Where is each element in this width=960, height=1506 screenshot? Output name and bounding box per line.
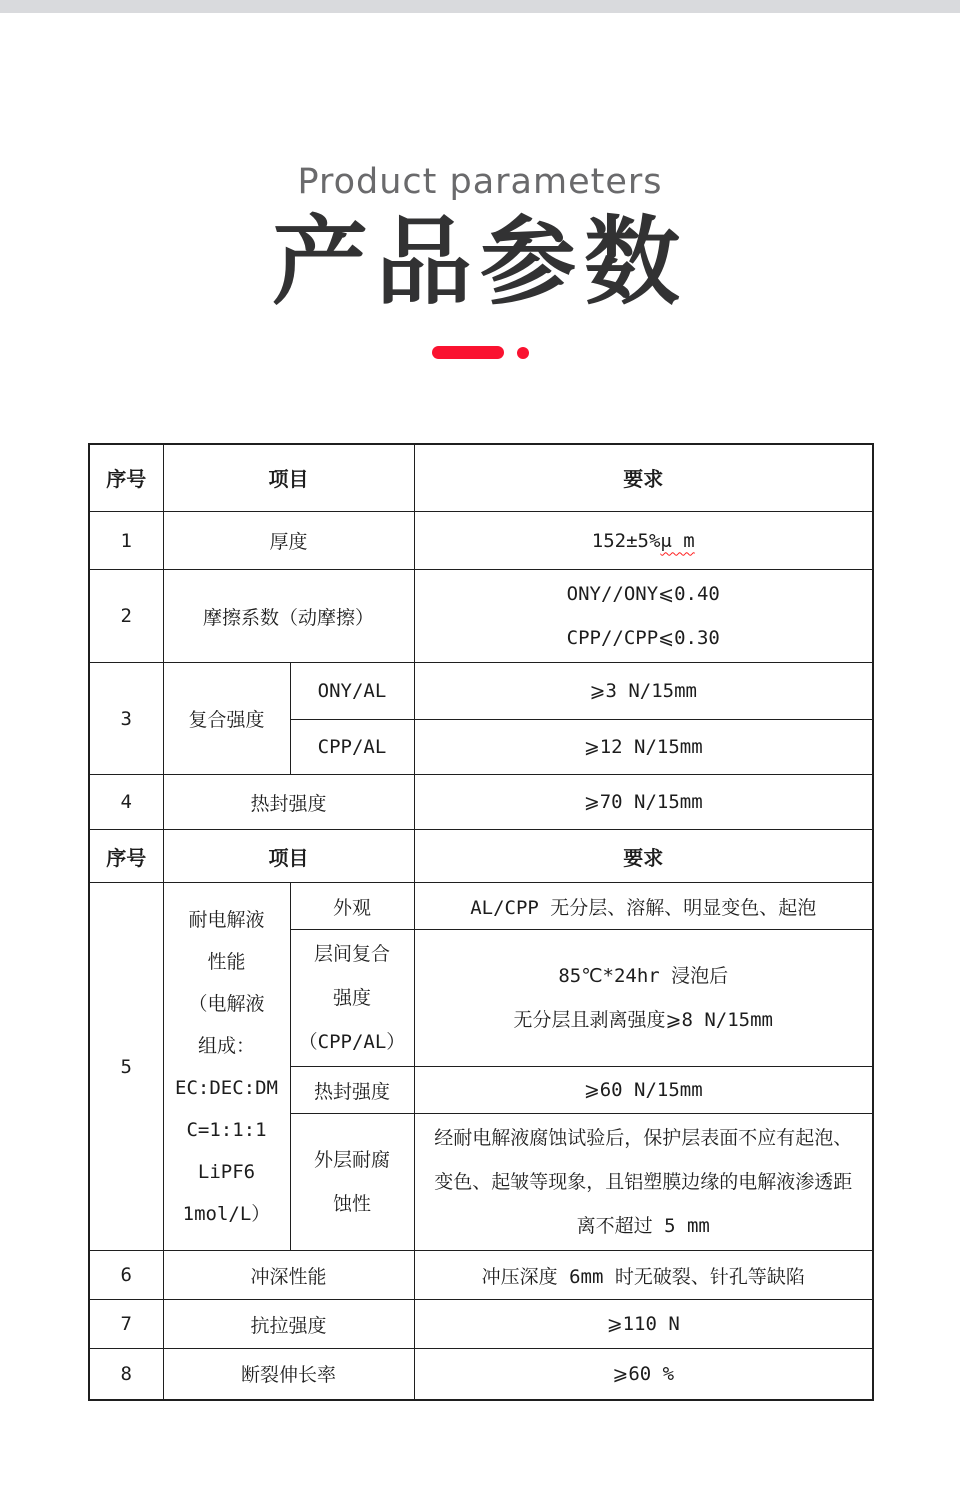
header2-item: 项目 [163, 830, 414, 883]
spec-table [88, 443, 874, 1401]
friction-req-line-1: ONY//ONY⩽0.40 [566, 583, 720, 605]
interlayer-sub-line: 强度 [332, 987, 371, 1009]
cell-item-laminate: 复合强度 [163, 663, 290, 775]
section-header [0, 163, 960, 360]
table-row-elongation [89, 1349, 873, 1400]
table-row-heatseal [89, 775, 873, 830]
table-row-draw-depth [89, 1251, 873, 1300]
header2-no: 序号 [89, 830, 163, 883]
section-title-zh: 产品参数 [272, 205, 688, 318]
cell-item-friction: 摩擦系数（动摩擦） [163, 570, 414, 663]
table-header-row-1 [89, 444, 873, 512]
cell-item-elongation: 断裂伸长率 [163, 1349, 414, 1400]
table-row-tensile [89, 1300, 873, 1349]
corrosion-req-line: 变色、起皱等现象，且铝塑膜边缘的电解液渗透距 [434, 1171, 853, 1193]
cell-item-electrolyte [163, 883, 290, 1251]
cell-no-5: 5 [89, 883, 163, 1251]
table-row-laminate-ony [89, 663, 873, 720]
title-divider [0, 346, 960, 360]
cell-req-heatseal-2: ⩾60 N/15mm [414, 1067, 873, 1114]
header-no: 序号 [89, 444, 163, 512]
cell-req-tensile: ⩾110 N [414, 1300, 873, 1349]
table-row-friction [89, 570, 873, 663]
electrolyte-item-line: C=1:1:1 [186, 1118, 267, 1141]
header-req: 要求 [414, 444, 873, 512]
friction-req-line-2: CPP//CPP⩽0.30 [566, 627, 720, 649]
cell-no-4: 4 [89, 775, 163, 830]
interlayer-req-line-1: 85℃*24hr 浸泡后 [558, 965, 729, 987]
cell-no-8: 8 [89, 1349, 163, 1400]
cell-req-corrosion [414, 1114, 873, 1251]
table-row-electrolyte-appearance [89, 883, 873, 930]
header-item: 项目 [163, 444, 414, 512]
cell-sub-ony-al: ONY/AL [290, 663, 414, 720]
cell-req-thickness [414, 512, 873, 570]
electrolyte-item-line: 性能 [207, 950, 246, 973]
interlayer-sub-line: （CPP/AL） [298, 1031, 406, 1053]
electrolyte-item-line: 1mol/L） [182, 1202, 271, 1225]
electrolyte-item-line: （电解液 [188, 992, 265, 1015]
cell-item-tensile: 抗拉强度 [163, 1300, 414, 1349]
top-bar [0, 0, 960, 13]
cell-no-1: 1 [89, 512, 163, 570]
cell-req-appearance: AL/CPP 无分层、溶解、明显变色、起泡 [414, 883, 873, 930]
cell-no-3: 3 [89, 663, 163, 775]
table-row-thickness [89, 512, 873, 570]
section-subtitle-en: Product parameters [297, 162, 663, 202]
cell-req-heatseal: ⩾70 N/15mm [414, 775, 873, 830]
divider-dot-shape [517, 347, 529, 359]
cell-req-friction [414, 570, 873, 663]
cell-item-thickness: 厚度 [163, 512, 414, 570]
cell-no-2: 2 [89, 570, 163, 663]
cell-item-draw-depth: 冲深性能 [163, 1251, 414, 1300]
corrosion-req-line: 经耐电解液腐蚀试验后，保护层表面不应有起泡、 [434, 1127, 853, 1149]
cell-req-ony-al: ⩾3 N/15mm [414, 663, 873, 720]
cell-req-interlayer [414, 930, 873, 1067]
corrosion-sub-line: 蚀性 [332, 1193, 371, 1215]
cell-req-draw-depth: 冲压深度 6mm 时无破裂、针孔等缺陷 [414, 1251, 873, 1300]
cell-req-cpp-al: ⩾12 N/15mm [414, 720, 873, 775]
cell-sub-appearance: 外观 [290, 883, 414, 930]
electrolyte-item-line: EC:DEC:DM [175, 1076, 278, 1099]
interlayer-req-line-2: 无分层且剥离强度⩾8 N/15mm [513, 1009, 773, 1031]
cell-req-elongation: ⩾60 % [414, 1349, 873, 1400]
cell-sub-cpp-al: CPP/AL [290, 720, 414, 775]
electrolyte-item-line: 耐电解液 [188, 908, 265, 931]
table-header-row-2 [89, 830, 873, 883]
divider-bar-shape [432, 346, 504, 359]
cell-sub-heatseal: 热封强度 [290, 1067, 414, 1114]
cell-no-7: 7 [89, 1300, 163, 1349]
electrolyte-item-line: LiPF6 [197, 1160, 256, 1183]
thickness-unit-wavy: μ m [660, 529, 695, 552]
electrolyte-item-line: 组成： [197, 1034, 255, 1057]
thickness-value: 152±5% [591, 529, 661, 552]
cell-sub-interlayer [290, 930, 414, 1067]
cell-item-heatseal: 热封强度 [163, 775, 414, 830]
corrosion-req-line: 离不超过 5 mm [576, 1215, 710, 1237]
corrosion-sub-line: 外层耐腐 [313, 1149, 390, 1171]
cell-no-6: 6 [89, 1251, 163, 1300]
interlayer-sub-line: 层间复合 [313, 943, 390, 965]
cell-sub-corrosion [290, 1114, 414, 1251]
header2-req: 要求 [414, 830, 873, 883]
